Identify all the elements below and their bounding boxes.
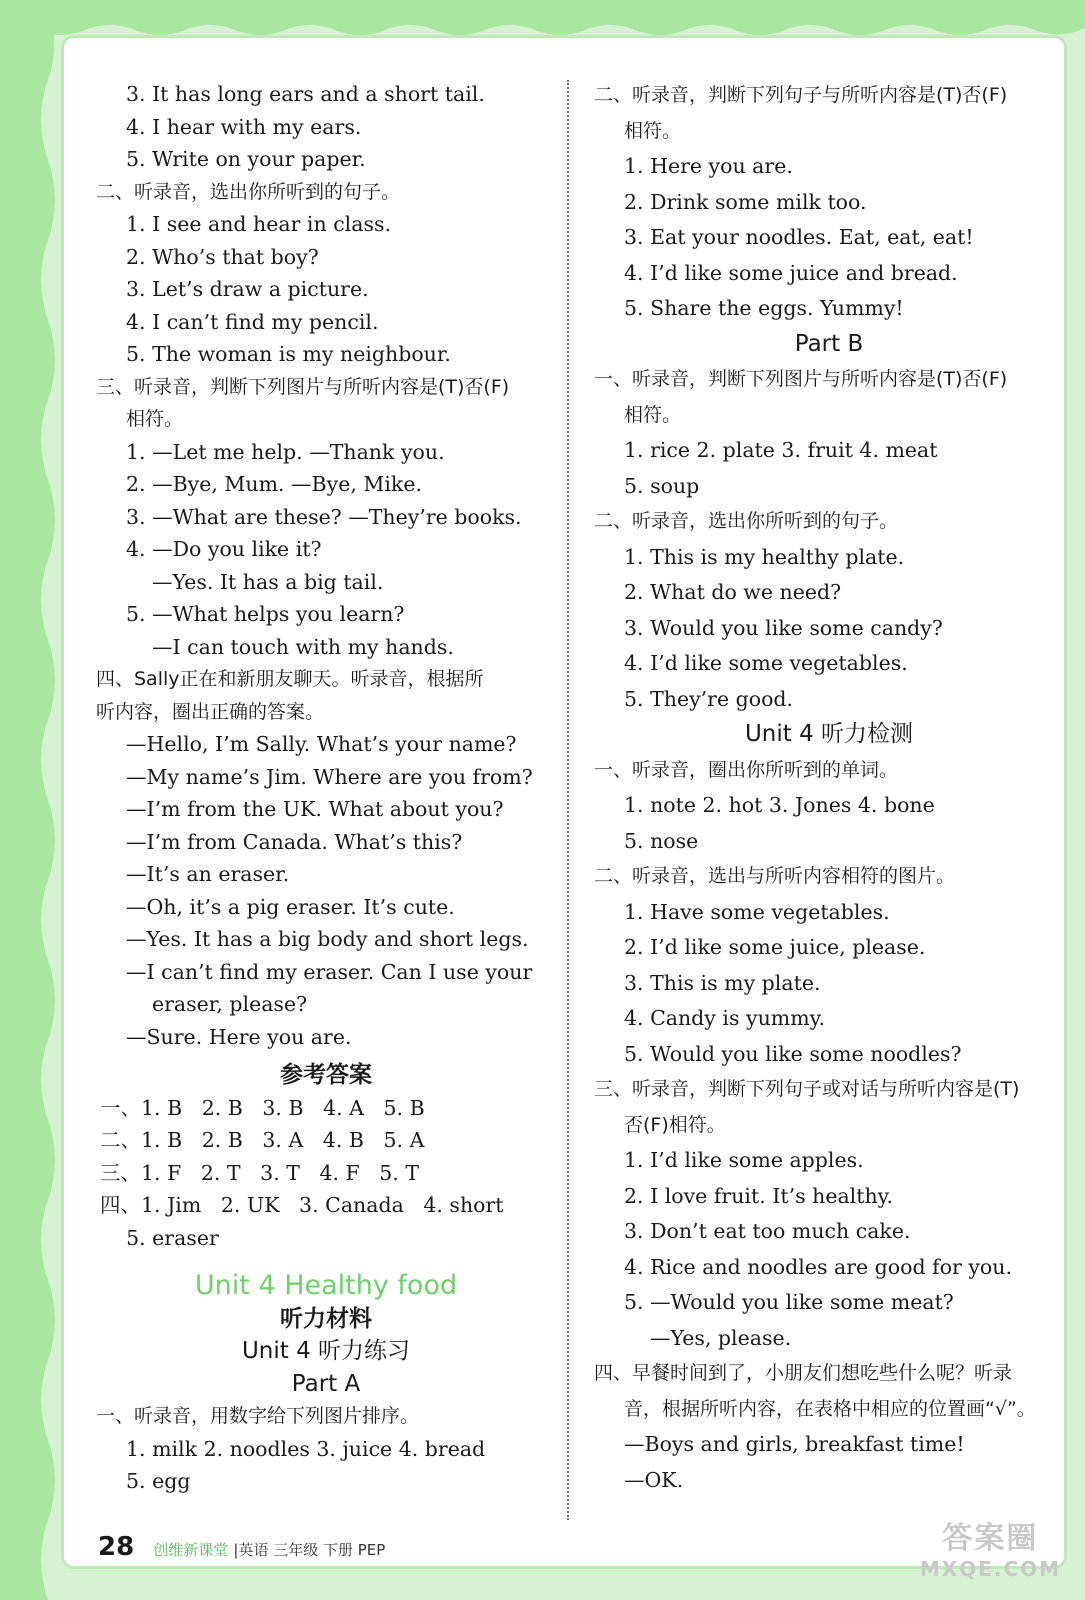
transcript-line: —Yes, please.	[650, 1325, 792, 1350]
transcript-line: 3. Don’t eat too much cake.	[624, 1219, 911, 1243]
transcript-line: 5. Would you like some noodles?	[624, 1041, 962, 1066]
transcript-line: —Yes. It has a big body and short legs.	[126, 927, 529, 951]
transcript-line: 1. This is my healthy plate.	[624, 544, 905, 569]
left-column	[96, 78, 556, 1498]
transcript-line: 相符。	[624, 119, 682, 142]
watermark-top-text: 答案圈	[942, 1521, 1039, 1556]
transcript-line: 二、听录音，选出你所听到的句子。	[594, 510, 899, 532]
part-a-title: Part A	[291, 1370, 361, 1397]
transcript-line: 1. —Let me help. —Thank you.	[126, 439, 445, 464]
transcript-line: 4. I’d like some juice and bread.	[624, 260, 958, 285]
transcript-line: 5. Share the eggs. Yummy!	[624, 296, 904, 320]
transcript-line: 四、Sally正在和新朋友聊天。听录音，根据所	[96, 668, 484, 690]
transcript-line: —My name’s Jim. Where are you from?	[126, 764, 533, 789]
transcript-line: 二、听录音，选出你所听到的句子。	[96, 180, 401, 203]
transcript-line: —It’s an eraser.	[126, 862, 290, 886]
transcript-line: 2. What do we need?	[624, 580, 842, 604]
part-b-title: Part B	[794, 330, 864, 357]
transcript-line: 5. —What helps you learn?	[126, 602, 405, 626]
transcript-line: 4. I hear with my ears.	[126, 114, 362, 139]
transcript-line: —I’m from the UK. What about you?	[126, 797, 504, 821]
transcript-line: 4. Rice and noodles are good for you.	[624, 1254, 1012, 1279]
transcript-line: 5. The woman is my neighbour.	[126, 342, 451, 366]
left-transcript	[96, 78, 556, 1053]
answer-row: 5. eraser	[100, 1225, 219, 1250]
transcript-line: 4. Candy is yummy.	[624, 1006, 826, 1030]
answer-row: 四、1. Jim 2. UK 3. Canada 4. short	[100, 1193, 504, 1217]
page-number: 28	[98, 1532, 135, 1562]
transcript-line: —Boys and girls, breakfast time!	[624, 1432, 965, 1456]
transcript-line: 5. —Would you like some meat?	[624, 1290, 954, 1314]
unit-test-sections	[594, 753, 1064, 1499]
book-subtitle: |英语 三年级 下册 PEP	[233, 1541, 386, 1559]
transcript-line: 一、听录音，圈出你所听到的单词。	[594, 758, 899, 781]
transcript-line: 四、早餐时间到了，小朋友们想吃些什么呢？听录	[594, 1362, 1013, 1384]
material-title: 听力材料	[280, 1305, 372, 1332]
transcript-line: 2. I’d like some juice, please.	[624, 935, 926, 959]
part-a-section-1	[96, 1400, 556, 1498]
transcript-line: 2. Who’s that boy?	[126, 244, 319, 269]
transcript-line: 1. Here you are.	[624, 154, 793, 178]
transcript-line: —Sure. Here you are.	[126, 1024, 352, 1049]
transcript-line: 4. I can’t find my pencil.	[126, 309, 379, 334]
transcript-line: —Oh, it’s a pig eraser. It’s cute.	[126, 894, 455, 919]
transcript-line: —I can’t find my eraser. Can I use your	[126, 959, 533, 984]
transcript-line: 3. Would you like some candy?	[624, 615, 943, 640]
unit-title: Unit 4 Healthy food	[194, 1270, 458, 1301]
transcript-line: —I can touch with my hands.	[152, 634, 454, 659]
transcript-line: —OK.	[624, 1467, 684, 1492]
transcript-line: 否(F)相符。	[624, 1113, 726, 1136]
transcript-line: 4. —Do you like it?	[126, 537, 322, 561]
transcript-line: 1. note 2. hot 3. Jones 4. bone	[624, 793, 935, 817]
page-footer	[98, 1532, 385, 1562]
book-name: 创维新课堂	[153, 1541, 229, 1559]
transcript-line: 2. I love fruit. It’s healthy.	[624, 1183, 894, 1208]
transcript-line: 5. Write on your paper.	[126, 147, 366, 171]
part-a-section-2	[594, 78, 1064, 327]
transcript-line: 2. —Bye, Mum. —Bye, Mike.	[126, 472, 422, 496]
answer-row: 一、1. B 2. B 3. B 4. A 5. B	[100, 1095, 425, 1120]
transcript-line: —Yes. It has a big tail.	[152, 569, 384, 594]
transcript-line: 4. I’d like some vegetables.	[624, 651, 908, 675]
transcript-line: 3. It has long ears and a short tail.	[126, 82, 485, 106]
practice-title: Unit 4 听力练习	[241, 1338, 411, 1364]
transcript-line: 一、听录音，用数字给下列图片排序。	[96, 1405, 420, 1427]
right-column	[594, 78, 1064, 1498]
answers-title: 参考答案	[280, 1062, 372, 1088]
transcript-line: 2. Drink some milk too.	[624, 189, 867, 214]
transcript-line: 三、听录音，判断下列句子或对话与所听内容是(T)	[594, 1078, 1020, 1100]
transcript-line: 二、听录音，选出与所听内容相符的图片。	[594, 865, 956, 887]
transcript-line: 三、听录音，判断下列图片与所听内容是(T)否(F)	[96, 375, 510, 398]
part-b-sections	[594, 362, 1064, 717]
watermark-logo	[919, 1521, 1061, 1584]
test-title: Unit 4 听力检测	[744, 721, 914, 747]
transcript-line: 二、听录音，判断下列句子与所听内容是(T)否(F)	[594, 84, 1008, 106]
answer-row: 三、1. F 2. T 3. T 4. F 5. T	[100, 1160, 420, 1185]
transcript-line: 1. milk 2. noodles 3. juice 4. bread	[126, 1436, 486, 1461]
transcript-line: —I’m from Canada. What’s this?	[126, 829, 463, 854]
transcript-line: 5. soup	[624, 473, 700, 498]
transcript-line: 3. —What are these? —They’re books.	[126, 504, 522, 529]
transcript-line: 音，根据所听内容，在表格中相应的位置画“√”。	[624, 1397, 1036, 1420]
transcript-line: 1. Have some vegetables.	[624, 899, 890, 924]
transcript-line: 5. nose	[624, 828, 699, 853]
transcript-line: 3. This is my plate.	[624, 970, 821, 995]
transcript-line: 1. I see and hear in class.	[126, 212, 392, 236]
transcript-line: 一、听录音，判断下列图片与所听内容是(T)否(F)	[594, 368, 1008, 390]
transcript-line: 相符。	[126, 408, 184, 430]
transcript-line: —Hello, I’m Sally. What’s your name?	[126, 732, 517, 756]
answer-row: 二、1. B 2. B 3. A 4. B 5. A	[100, 1128, 425, 1152]
transcript-line: 听内容，圈出正确的答案。	[96, 700, 325, 723]
transcript-line: 1. I’d like some apples.	[624, 1148, 864, 1172]
transcript-line: 5. They’re good.	[624, 686, 794, 711]
column-divider	[567, 80, 569, 1520]
transcript-line: 3. Let’s draw a picture.	[126, 277, 369, 301]
transcript-line: 1. rice 2. plate 3. fruit 4. meat	[624, 438, 938, 462]
answer-key	[96, 1092, 556, 1255]
watermark-bottom-text: MXQE.COM	[919, 1557, 1061, 1581]
transcript-line: eraser, please?	[152, 992, 308, 1016]
transcript-line: 3. Eat your noodles. Eat, eat, eat!	[624, 225, 974, 249]
transcript-line: 5. egg	[126, 1469, 191, 1493]
transcript-line: 相符。	[624, 403, 682, 426]
